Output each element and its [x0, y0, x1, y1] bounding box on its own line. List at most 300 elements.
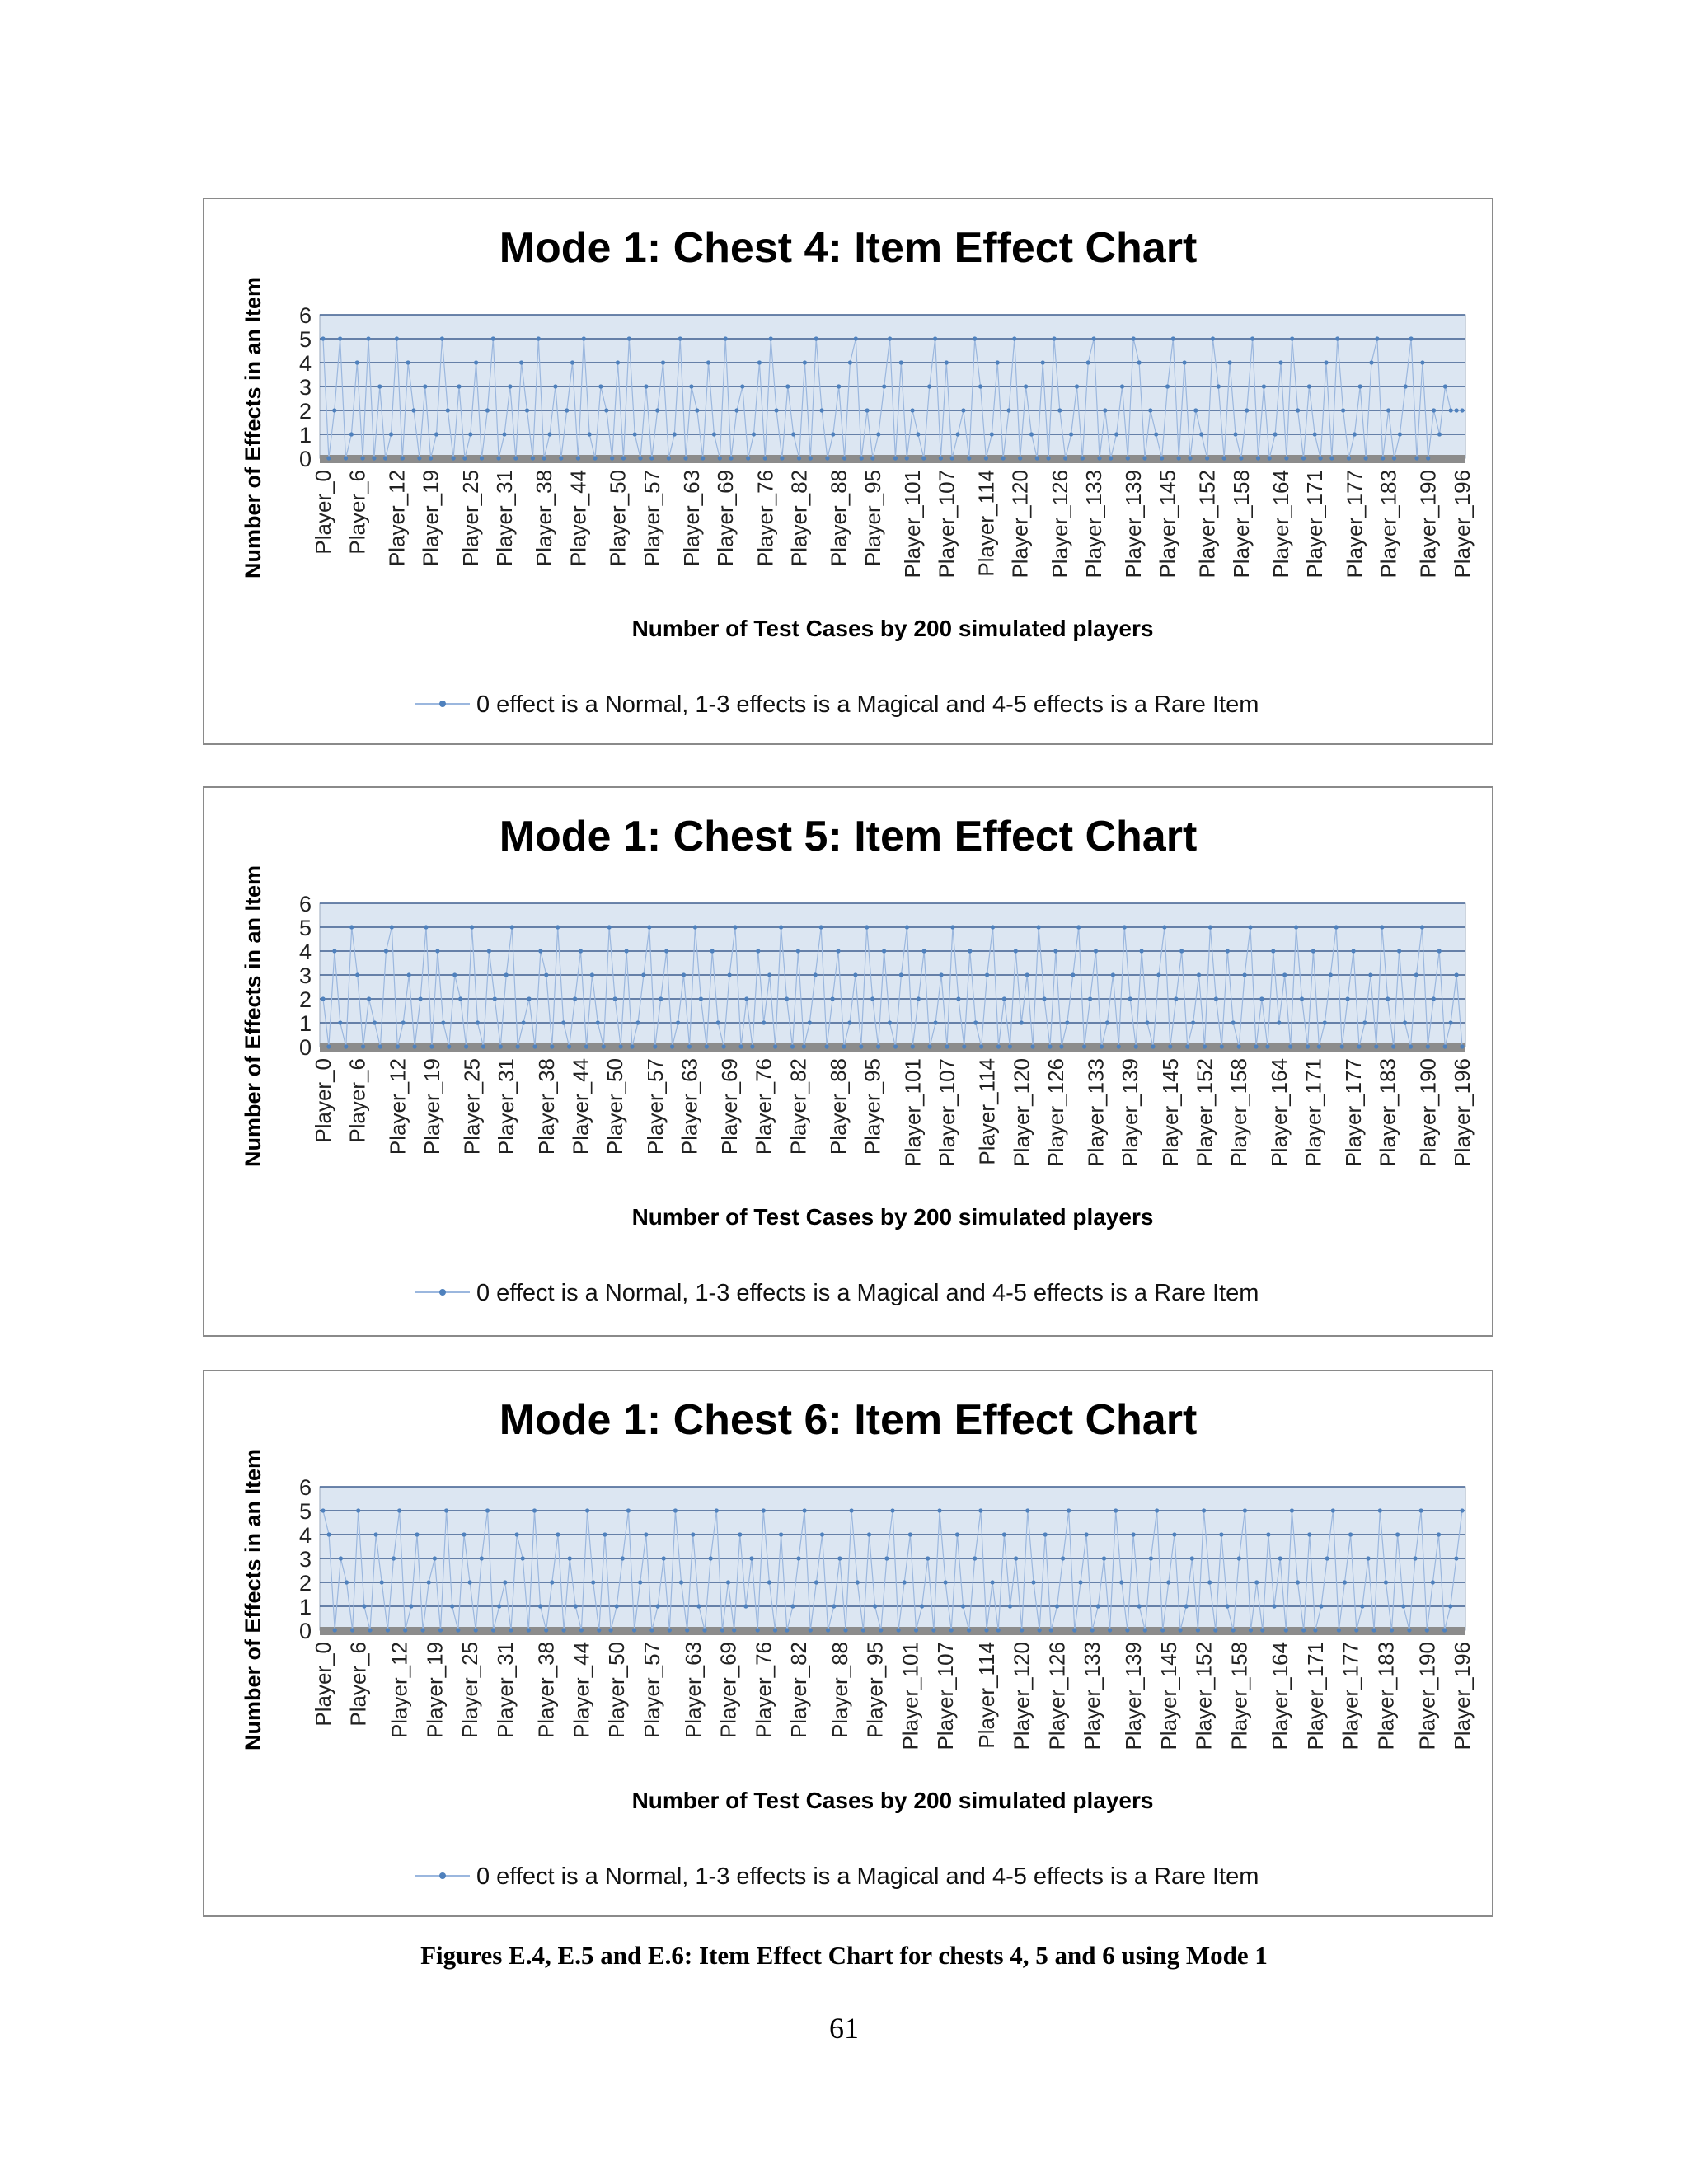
- data-point: [718, 456, 722, 460]
- data-point: [1208, 925, 1212, 929]
- data-point: [396, 1044, 400, 1048]
- data-point: [1409, 336, 1414, 340]
- x-tick-label: Player_158: [1228, 470, 1254, 579]
- x-tick-label: Player_76: [751, 1642, 776, 1739]
- data-point: [814, 972, 818, 977]
- data-point: [481, 1044, 485, 1048]
- data-point: [962, 1044, 966, 1048]
- data-point: [1307, 1532, 1311, 1536]
- x-tick-label: Player_177: [1341, 1058, 1367, 1167]
- data-point: [1369, 360, 1373, 364]
- data-point: [712, 432, 716, 436]
- x-tick-label: Player_63: [677, 1058, 702, 1155]
- data-point: [433, 1556, 437, 1560]
- data-point: [1213, 1628, 1217, 1632]
- data-point: [1151, 1044, 1155, 1048]
- data-point: [632, 1628, 636, 1632]
- data-point: [927, 384, 931, 388]
- data-point: [401, 456, 405, 460]
- data-point: [576, 456, 580, 460]
- data-point: [468, 1580, 472, 1584]
- data-point: [1374, 1044, 1378, 1048]
- data-point: [383, 456, 387, 460]
- data-point: [423, 384, 427, 388]
- data-point: [1278, 1556, 1282, 1560]
- data-point: [1120, 384, 1124, 388]
- data-point: [1426, 1044, 1430, 1048]
- data-point: [1128, 996, 1132, 1001]
- data-point: [961, 408, 965, 412]
- data-point: [917, 996, 921, 1001]
- x-tick-label: Player_126: [1043, 1058, 1068, 1167]
- data-point: [710, 949, 715, 953]
- data-point: [1311, 949, 1315, 953]
- data-point: [607, 925, 612, 929]
- data-point: [1390, 1628, 1394, 1632]
- data-point: [355, 360, 359, 364]
- data-point: [826, 1628, 830, 1632]
- data-point: [1137, 1604, 1142, 1608]
- data-point: [1437, 949, 1442, 953]
- data-point: [732, 1628, 736, 1632]
- data-point: [791, 432, 795, 436]
- data-point: [832, 1604, 836, 1608]
- data-point: [386, 1628, 390, 1632]
- data-point: [602, 1044, 606, 1048]
- data-point: [978, 384, 982, 388]
- data-point: [380, 1580, 384, 1584]
- x-tick-label: Player_158: [1226, 1058, 1252, 1167]
- data-point: [627, 336, 631, 340]
- data-point: [1414, 972, 1418, 977]
- x-tick-label: Player_44: [568, 1058, 593, 1155]
- data-point: [1239, 456, 1243, 460]
- data-point: [1171, 336, 1175, 340]
- data-point: [831, 996, 835, 1001]
- data-point: [542, 456, 546, 460]
- x-tick-label: Player_190: [1415, 470, 1441, 579]
- data-point: [1460, 408, 1464, 412]
- data-point: [1358, 384, 1362, 388]
- x-tick-label: Player_88: [826, 470, 851, 567]
- x-tick-label: Player_152: [1191, 1642, 1217, 1750]
- data-point: [893, 456, 898, 460]
- data-point: [593, 456, 597, 460]
- data-point: [1341, 408, 1345, 412]
- data-point: [1432, 408, 1436, 412]
- data-point: [979, 1044, 983, 1048]
- data-point: [538, 1604, 542, 1608]
- data-point: [1347, 456, 1351, 460]
- data-point: [1102, 1556, 1106, 1560]
- data-point: [1053, 949, 1057, 953]
- data-point: [916, 432, 920, 436]
- data-point: [527, 996, 531, 1001]
- data-point: [1154, 432, 1158, 436]
- data-point: [991, 925, 995, 929]
- data-point: [409, 1604, 413, 1608]
- data-point: [361, 1044, 365, 1048]
- data-point: [1346, 996, 1350, 1001]
- data-point: [638, 456, 642, 460]
- data-point: [1148, 408, 1152, 412]
- x-tick-label: Player_69: [713, 470, 738, 567]
- data-point: [424, 925, 428, 929]
- x-tick-label: Player_95: [860, 470, 885, 567]
- data-point: [1378, 1508, 1382, 1512]
- data-point: [356, 1508, 360, 1512]
- data-point: [441, 1020, 445, 1024]
- data-point: [635, 1020, 640, 1024]
- data-point: [1024, 384, 1028, 388]
- data-point: [1455, 972, 1459, 977]
- x-tick-label: Player_31: [492, 1642, 518, 1739]
- data-point: [1226, 949, 1230, 953]
- data-point: [1431, 1580, 1435, 1584]
- data-point: [1245, 408, 1249, 412]
- data-point: [1025, 1508, 1029, 1512]
- data-point: [1203, 1044, 1207, 1048]
- data-point: [1231, 1628, 1236, 1632]
- data-point: [673, 432, 677, 436]
- data-point: [911, 1044, 915, 1048]
- data-point: [515, 1532, 519, 1536]
- data-point: [853, 972, 857, 977]
- data-point: [647, 925, 651, 929]
- data-point: [1072, 1628, 1076, 1632]
- data-point: [361, 456, 365, 460]
- data-point: [1329, 456, 1334, 460]
- data-point: [1404, 384, 1408, 388]
- data-point: [644, 384, 648, 388]
- data-point: [1413, 1556, 1417, 1560]
- data-point: [458, 996, 462, 1001]
- data-point: [873, 1604, 877, 1608]
- x-tick-label: Player_101: [898, 1642, 923, 1750]
- data-point: [1277, 1020, 1281, 1024]
- data-point: [531, 456, 535, 460]
- data-point: [689, 384, 693, 388]
- data-point: [1248, 925, 1252, 929]
- x-tick-label: Player_107: [933, 1642, 959, 1750]
- data-point: [843, 1628, 847, 1632]
- x-tick-label: Player_139: [1121, 1642, 1146, 1750]
- data-point: [389, 432, 393, 436]
- data-point: [1205, 456, 1209, 460]
- data-point: [503, 1580, 507, 1584]
- data-point: [939, 972, 943, 977]
- data-point: [914, 1628, 918, 1632]
- y-tick-label: 2: [298, 987, 312, 1012]
- data-point: [876, 432, 880, 436]
- x-tick-label: Player_126: [1047, 470, 1072, 579]
- x-tick-label: Player_120: [1009, 1642, 1034, 1750]
- data-point: [1057, 408, 1062, 412]
- data-point: [1392, 456, 1396, 460]
- data-point: [321, 1508, 325, 1512]
- data-point: [1179, 1628, 1183, 1632]
- data-point: [802, 1044, 806, 1048]
- x-tick-label: Player_171: [1301, 1058, 1326, 1167]
- data-point: [491, 336, 495, 340]
- data-point: [474, 1628, 478, 1632]
- data-point: [568, 1556, 572, 1560]
- data-point: [1137, 360, 1142, 364]
- data-point: [842, 456, 846, 460]
- data-point: [1364, 456, 1368, 460]
- data-point: [814, 1580, 818, 1584]
- chart-svg: [204, 788, 1492, 1335]
- data-point: [1256, 456, 1260, 460]
- data-point: [544, 1628, 548, 1632]
- x-tick-label: Player_114: [974, 1058, 1000, 1165]
- data-point: [1448, 1604, 1452, 1608]
- data-point: [1183, 360, 1187, 364]
- data-point: [344, 456, 348, 460]
- data-point: [440, 336, 444, 340]
- data-point: [1222, 456, 1226, 460]
- data-point: [683, 456, 687, 460]
- data-point: [1085, 1532, 1089, 1536]
- data-point: [1384, 1580, 1388, 1584]
- data-point: [1179, 949, 1184, 953]
- legend-label: 0 effect is a Normal, 1-3 effects is a Magical and 4-5 effects is a Rare Item: [476, 1863, 1259, 1890]
- x-tick-label: Player_171: [1302, 470, 1328, 579]
- data-point: [769, 336, 773, 340]
- data-point: [757, 360, 762, 364]
- data-point: [740, 384, 744, 388]
- data-point: [1313, 1628, 1317, 1632]
- data-point: [1455, 408, 1459, 412]
- data-point: [882, 949, 886, 953]
- data-point: [1196, 1628, 1200, 1632]
- data-point: [836, 949, 840, 953]
- data-point: [619, 1044, 623, 1048]
- y-tick-label: 6: [298, 303, 312, 328]
- x-tick-label: Player_6: [345, 470, 370, 555]
- data-point: [1259, 996, 1264, 1001]
- data-point: [716, 1020, 720, 1024]
- data-point: [1381, 456, 1385, 460]
- data-point: [773, 1044, 777, 1048]
- data-point: [1143, 1628, 1147, 1632]
- data-point: [1114, 432, 1118, 436]
- data-point: [480, 456, 484, 460]
- data-point: [450, 1604, 454, 1608]
- x-tick-label: Player_126: [1044, 1642, 1070, 1750]
- chart-title: Mode 1: Chest 4: Item Effect Chart: [499, 224, 1198, 272]
- data-point: [1278, 360, 1282, 364]
- data-point: [462, 456, 467, 460]
- data-point: [1132, 1532, 1136, 1536]
- data-point: [961, 1604, 965, 1608]
- data-point: [485, 408, 490, 412]
- data-point: [596, 1020, 600, 1024]
- data-point: [374, 1532, 378, 1536]
- data-point: [474, 360, 478, 364]
- data-point: [991, 1580, 995, 1584]
- y-axis-label: Number of Effects in an Item: [241, 865, 265, 1168]
- data-point: [670, 1044, 674, 1048]
- data-point: [344, 1044, 348, 1048]
- data-point: [1214, 996, 1218, 1001]
- data-point: [867, 1532, 871, 1536]
- data-point: [510, 925, 514, 929]
- data-point: [1395, 1532, 1400, 1536]
- data-point: [1025, 972, 1029, 977]
- data-point: [865, 925, 869, 929]
- data-point: [390, 925, 394, 929]
- data-point: [1168, 1044, 1172, 1048]
- page-number: 61: [829, 2012, 859, 2045]
- data-point: [1166, 1580, 1170, 1584]
- data-point: [561, 1020, 565, 1024]
- data-point: [967, 1628, 971, 1632]
- data-point: [1042, 996, 1046, 1001]
- data-point: [649, 456, 654, 460]
- data-point: [691, 1532, 695, 1536]
- data-point: [978, 1508, 982, 1512]
- data-point: [1250, 336, 1254, 340]
- data-point: [565, 408, 569, 412]
- data-point: [955, 1532, 959, 1536]
- data-point: [746, 456, 750, 460]
- chart-svg: [204, 199, 1492, 743]
- data-point: [920, 1604, 924, 1608]
- data-point: [1035, 456, 1039, 460]
- data-point: [613, 996, 617, 1001]
- data-point: [1145, 1020, 1149, 1024]
- data-point: [1262, 384, 1266, 388]
- data-point: [664, 949, 668, 953]
- data-point: [590, 972, 594, 977]
- data-point: [429, 456, 433, 460]
- data-point: [1041, 360, 1045, 364]
- x-tick-label: Player_183: [1375, 1058, 1400, 1167]
- data-point: [1193, 408, 1198, 412]
- x-tick-label: Player_133: [1081, 470, 1107, 579]
- data-point: [456, 1628, 460, 1632]
- data-point: [464, 1044, 468, 1048]
- data-point: [676, 1020, 680, 1024]
- data-point: [1443, 384, 1447, 388]
- y-tick-label: 5: [298, 327, 312, 352]
- data-point: [1109, 456, 1113, 460]
- data-point: [1391, 1044, 1395, 1048]
- data-point: [1191, 1020, 1195, 1024]
- data-point: [831, 432, 835, 436]
- data-point: [1038, 1628, 1042, 1632]
- data-point: [502, 432, 506, 436]
- data-point: [996, 360, 1000, 364]
- data-point: [934, 1020, 938, 1024]
- data-point: [738, 1532, 742, 1536]
- data-point: [419, 996, 423, 1001]
- data-point: [762, 1508, 766, 1512]
- data-point: [1294, 925, 1298, 929]
- data-point: [378, 1044, 382, 1048]
- data-point: [724, 336, 728, 340]
- x-tick-label: Player_12: [385, 1058, 410, 1155]
- data-point: [763, 456, 767, 460]
- data-point: [726, 1580, 730, 1584]
- data-point: [803, 360, 807, 364]
- x-tick-label: Player_0: [311, 1642, 335, 1727]
- data-point: [973, 1556, 977, 1560]
- data-point: [1260, 1628, 1264, 1632]
- data-point: [1031, 1580, 1035, 1584]
- data-point: [1317, 1044, 1321, 1048]
- y-tick-label: 1: [298, 1011, 312, 1036]
- chart-title: Mode 1: Chest 6: Item Effect Chart: [499, 1396, 1198, 1444]
- data-point: [644, 1532, 648, 1536]
- data-point: [809, 1628, 813, 1632]
- data-point: [809, 456, 813, 460]
- data-point: [653, 1044, 657, 1048]
- data-point: [1300, 996, 1304, 1001]
- data-point: [1049, 1628, 1053, 1632]
- data-point: [1119, 1580, 1123, 1584]
- data-point: [1425, 1628, 1429, 1632]
- data-point: [950, 925, 954, 929]
- data-point: [668, 1628, 672, 1632]
- legend-marker: [439, 1289, 446, 1296]
- data-point: [814, 336, 818, 340]
- x-tick-label: Player_183: [1373, 1642, 1399, 1750]
- data-point: [859, 1044, 863, 1048]
- data-point: [1002, 1532, 1006, 1536]
- data-point: [890, 1508, 894, 1512]
- data-point: [1219, 1532, 1223, 1536]
- data-point: [1290, 1508, 1294, 1512]
- x-tick-label: Player_25: [459, 1058, 485, 1155]
- data-point: [452, 972, 457, 977]
- data-point: [728, 972, 732, 977]
- x-tick-label: Player_69: [717, 1058, 743, 1155]
- x-tick-label: Player_183: [1376, 470, 1401, 579]
- data-point: [1386, 408, 1390, 412]
- data-point: [603, 1532, 607, 1536]
- data-point: [525, 408, 529, 412]
- data-point: [326, 1044, 331, 1048]
- data-point: [1217, 384, 1221, 388]
- data-point: [1409, 1044, 1413, 1048]
- x-tick-label: Player_164: [1266, 1058, 1292, 1167]
- data-point: [1296, 408, 1300, 412]
- y-tick-label: 0: [298, 1035, 312, 1060]
- legend-marker: [439, 701, 446, 707]
- data-point: [796, 1556, 800, 1560]
- x-tick-label: Player_145: [1156, 1642, 1181, 1750]
- data-point: [567, 1044, 571, 1048]
- data-point: [1125, 1628, 1129, 1632]
- data-point: [715, 1508, 719, 1512]
- data-point: [1075, 384, 1079, 388]
- data-point: [893, 1044, 898, 1048]
- data-point: [734, 408, 738, 412]
- data-point: [685, 1628, 689, 1632]
- data-point: [497, 456, 501, 460]
- data-point: [656, 1604, 660, 1608]
- data-point: [597, 1628, 601, 1632]
- data-point: [1397, 949, 1401, 953]
- data-point: [785, 996, 789, 1001]
- data-point: [519, 360, 523, 364]
- data-point: [756, 949, 760, 953]
- x-axis-band: [320, 1043, 1465, 1052]
- x-tick-label: Player_25: [457, 470, 483, 567]
- x-tick-label: Player_44: [565, 470, 591, 567]
